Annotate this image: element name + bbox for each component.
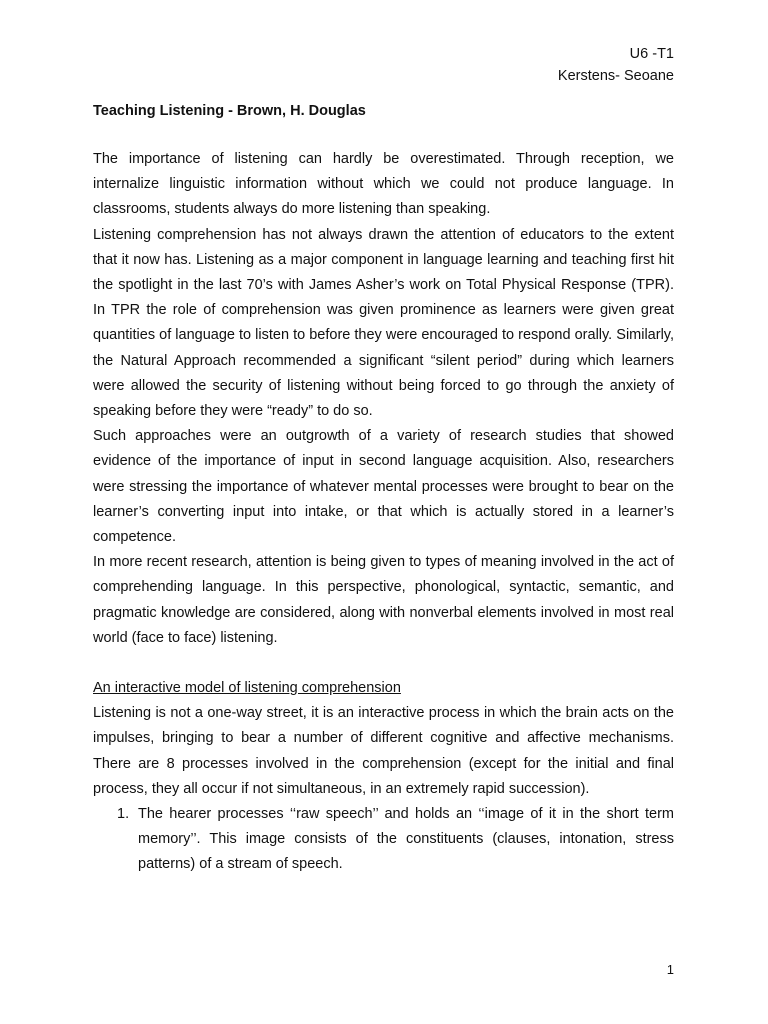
list-item-number: 1.: [117, 806, 130, 823]
paragraph: Such approaches were an outgrowth of a variety of research studies that showed evidence of the importance of input in second language acquisition. Also, researchers were stressing the importance of whatever mental processes were brought to bear on the learner’s converting input into intake, or that which is actually stored in a learner’s competence.: [93, 428, 674, 546]
section-heading: An interactive model of listening comprehension: [93, 680, 401, 697]
list-item: [93, 802, 674, 878]
document-title: Teaching Listening - Brown, H. Douglas: [93, 103, 366, 119]
list-item-text: The hearer processes ‘‘raw speech’’ and holds an ‘‘image of it in the short term memory’’. This image consists of the constituents (clauses, intonation, stress patterns) of a stream of speech.: [138, 806, 674, 873]
numbered-list: [93, 802, 674, 878]
header-code: U6 -T1: [629, 46, 674, 62]
paragraph: The importance of listening can hardly be overestimated. Through reception, we internalize linguistic information without which we could not produce language. In classrooms, students always do more listening than speaking.: [93, 151, 674, 218]
page-header: [558, 43, 674, 87]
section-intro: Listening is not a one-way street, it is an interactive process in which the brain acts on the impulses, bringing to bear a number of different cognitive and affective mechanisms. There are 8 processes involved in the comprehension (except for the initial and final process, they all occur if not simultaneous, in an extremely rapid succession).: [93, 705, 674, 797]
paragraph: In more recent research, attention is being given to types of meaning involved in the act of comprehending language. In this perspective, phonological, syntactic, semantic, and pragmatic knowledge are considered, along with nonverbal elements involved in most real world (face to face) listening.: [93, 554, 674, 646]
document-body: [93, 147, 674, 878]
paragraph: Listening comprehension has not always drawn the attention of educators to the extent that it now has. Listening as a major component in language learning and teaching first hit the spotlight in the last 70’s with James Asher’s work on Total Physical Response (TPR). In TPR the role of comprehension was given prominence as learners were given great quantities of language to listen to before they were encouraged to respond orally. Similarly, the Natural Approach recommended a significant “silent period” during which learners were allowed the security of listening without being forced to go through the anxiety of speaking before they were “ready” to do so.: [93, 226, 674, 420]
page-number: 1: [666, 962, 674, 977]
header-authors: Kerstens- Seoane: [557, 68, 674, 84]
